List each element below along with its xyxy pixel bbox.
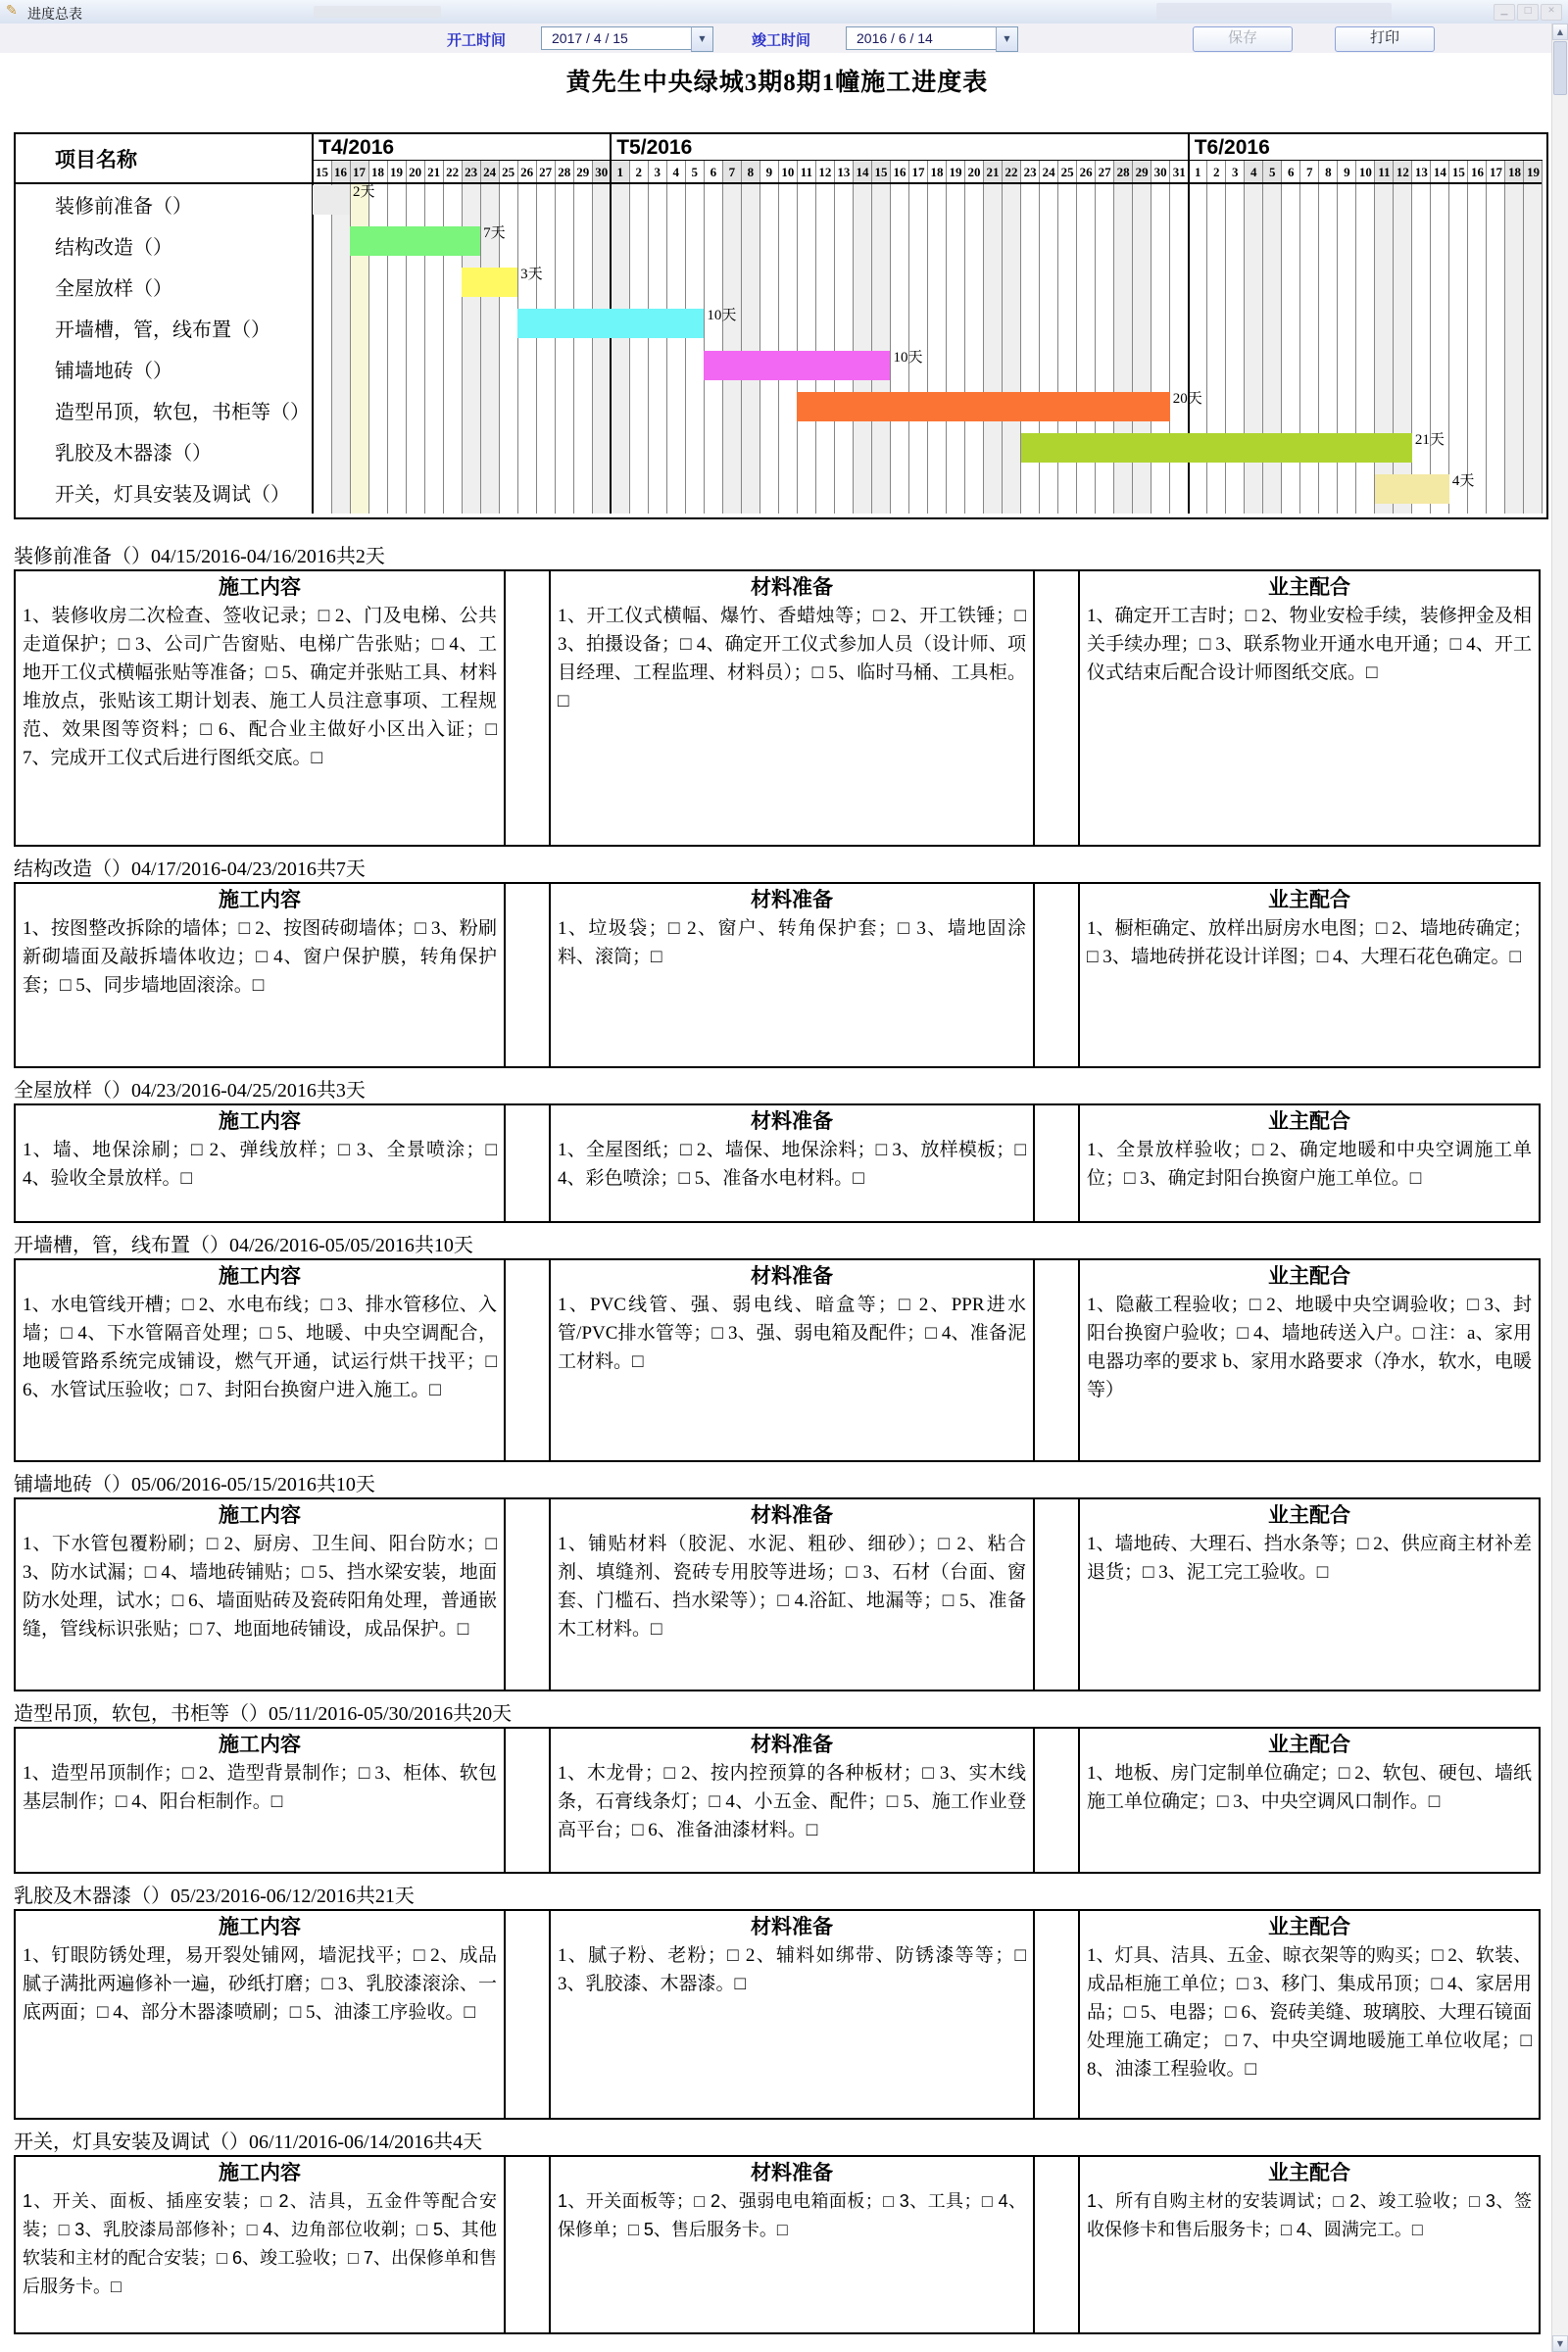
weekend-shade bbox=[741, 183, 760, 514]
day-cell: 29 bbox=[1133, 161, 1152, 183]
weekend-shade bbox=[1133, 183, 1152, 514]
end-date-dropdown-icon[interactable]: ▼ bbox=[996, 26, 1018, 52]
window-ghost-artifact bbox=[314, 6, 441, 18]
bar-duration-label: 4天 bbox=[1451, 472, 1475, 489]
save-button[interactable]: 保存 bbox=[1193, 26, 1293, 52]
section-column bbox=[16, 1105, 504, 1221]
section-table bbox=[14, 1103, 1541, 1223]
day-cell: 16 bbox=[1468, 161, 1487, 183]
day-cell: 23 bbox=[1021, 161, 1040, 183]
section-column-body: 1、橱柜确定、放样出厨房水电图；□ 2、墙地砖确定；□ 3、墙地砖拼花设计详图；□ 4、大理石花色确定。□ bbox=[1087, 918, 1532, 967]
task-row-label: 造型吊顶，软包，书柜等（） bbox=[55, 402, 310, 424]
day-cell: 15 bbox=[1449, 161, 1468, 183]
gap-cell bbox=[504, 2157, 551, 2332]
day-cell: 30 bbox=[1152, 161, 1170, 183]
weekend-shade bbox=[1003, 183, 1021, 514]
grid-line bbox=[443, 161, 444, 514]
day-cell: 10 bbox=[1356, 161, 1375, 183]
gantt-bar[interactable] bbox=[704, 351, 890, 380]
month-header: T6/2016 bbox=[1194, 135, 1270, 159]
phase-detail-sections bbox=[14, 519, 1541, 2334]
section-table bbox=[14, 882, 1541, 1068]
day-cell: 4 bbox=[1245, 161, 1263, 183]
section-table bbox=[14, 569, 1541, 847]
day-cell: 20 bbox=[406, 161, 424, 183]
day-cell: 2 bbox=[629, 161, 648, 183]
section-column-heading: 施工内容 bbox=[219, 1733, 301, 1756]
section-column bbox=[551, 1499, 1033, 1690]
weekend-shade bbox=[331, 183, 350, 514]
day-cell: 11 bbox=[1375, 161, 1394, 183]
gap-cell bbox=[1033, 884, 1080, 1066]
section-column bbox=[551, 2157, 1033, 2332]
day-cell: 25 bbox=[1058, 161, 1077, 183]
page-title: 黄先生中央绿城3期8期1幢施工进度表 bbox=[565, 70, 989, 96]
grid-line bbox=[1504, 161, 1505, 514]
gap-cell bbox=[504, 1105, 551, 1221]
grid-line bbox=[815, 161, 816, 514]
scroll-down-icon[interactable]: ▼ bbox=[1552, 2335, 1568, 2352]
section-column bbox=[551, 1729, 1033, 1872]
section-column-body: 1、垃圾袋；□ 2、窗户、转角保护套；□ 3、墙地固涂料、滚筒；□ bbox=[558, 918, 1026, 967]
section-column bbox=[16, 1499, 504, 1690]
day-cell: 6 bbox=[704, 161, 722, 183]
end-date-label: 竣工时间 bbox=[752, 32, 811, 49]
day-cell: 3 bbox=[648, 161, 666, 183]
section bbox=[14, 540, 1541, 847]
section-column-heading: 业主配合 bbox=[1268, 1915, 1350, 1938]
day-cell: 7 bbox=[722, 161, 741, 183]
section-title: 全屋放样（）04/23/2016-04/25/2016共3天 bbox=[14, 1080, 366, 1102]
section-table bbox=[14, 1727, 1541, 1874]
end-date-input[interactable]: 2016 / 6 / 14 bbox=[846, 26, 1007, 50]
gap-cell bbox=[1033, 1499, 1080, 1690]
day-cell: 15 bbox=[871, 161, 890, 183]
day-cell: 3 bbox=[1226, 161, 1245, 183]
day-cell: 16 bbox=[890, 161, 908, 183]
section-column-heading: 材料准备 bbox=[751, 575, 833, 599]
section-column-body: 1、确定开工吉时；□ 2、物业安检手续，装修押金及相关手续办理；□ 3、联系物业开通水电开通；□ 4、开工仪式结束后配合设计师图纸交底。□ bbox=[1087, 606, 1532, 683]
grid-line bbox=[1523, 161, 1524, 514]
section-column-heading: 业主配合 bbox=[1268, 1733, 1350, 1756]
section-column-body: 1、所有自购主材的安装调试；□ 2、竣工验收；□ 3、签收保修卡和售后服务卡；□ 4、圆满完工。□ bbox=[1087, 2191, 1532, 2239]
section-column-body: 1、灯具、洁具、五金、晾衣架等的购买；□ 2、软装、成品柜施工单位；□ 3、移门、集成吊顶；□ 4、家居用品；□ 5、电器；□ 6、瓷砖美缝、玻璃胶、大理石镜面处理施工确定； □ 7、中央空调地暖施工单位收尾；□ 8、油漆工程验收。□ bbox=[1087, 1945, 1532, 2080]
bar-duration-label: 7天 bbox=[483, 225, 506, 242]
section bbox=[14, 1074, 1541, 1223]
day-cell: 1 bbox=[1189, 161, 1207, 183]
day-cell: 24 bbox=[480, 161, 499, 183]
bar-duration-label: 10天 bbox=[893, 349, 923, 366]
gap-cell bbox=[504, 1729, 551, 1872]
section-table bbox=[14, 1497, 1541, 1691]
day-cell: 23 bbox=[462, 161, 480, 183]
window-titlebar bbox=[0, 0, 1568, 24]
section bbox=[14, 1229, 1541, 1462]
weekend-shade bbox=[984, 183, 1003, 514]
grid-line bbox=[1486, 161, 1487, 514]
section-table bbox=[14, 1258, 1541, 1462]
day-cell: 17 bbox=[1487, 161, 1505, 183]
gap-cell bbox=[1033, 2157, 1080, 2332]
day-cell: 20 bbox=[965, 161, 984, 183]
day-cell: 19 bbox=[387, 161, 406, 183]
day-cell: 29 bbox=[573, 161, 592, 183]
day-cell: 6 bbox=[1282, 161, 1300, 183]
weekend-shade bbox=[592, 183, 611, 514]
section-title: 开墙槽，管，线布置（）04/26/2016-05/05/2016共10天 bbox=[14, 1235, 473, 1256]
toolbar bbox=[0, 24, 1568, 53]
section-column bbox=[1080, 1499, 1539, 1690]
weekend-shade bbox=[853, 183, 871, 514]
gantt-bar[interactable] bbox=[1021, 433, 1412, 463]
gantt-chart bbox=[14, 132, 1548, 519]
section-column-heading: 施工内容 bbox=[219, 1264, 301, 1288]
section-column-body: 1、地板、房门定制单位确定；□ 2、软包、硬包、墙纸施工单位确定；□ 3、中央空调风口制作。□ bbox=[1087, 1763, 1532, 1812]
section-column-heading: 材料准备 bbox=[751, 1264, 833, 1288]
day-cell: 27 bbox=[536, 161, 555, 183]
day-cell: 1 bbox=[611, 161, 629, 183]
gap-cell bbox=[504, 1499, 551, 1690]
month-header: T5/2016 bbox=[616, 135, 693, 159]
section-column bbox=[1080, 571, 1539, 845]
gap-cell bbox=[504, 571, 551, 845]
task-row-label: 开关，灯具安装及调试（） bbox=[55, 484, 290, 507]
section-table bbox=[14, 2155, 1541, 2334]
weekend-shade bbox=[1505, 183, 1524, 514]
section-column-body: 1、开工仪式横幅、爆竹、香蜡烛等；□ 2、开工铁锤；□ 3、拍摄设备；□ 4、确定开工仪式参加人员（设计师、项目经理、工程监理、材料员）；□ 5、临时马桶、工具柜。□ bbox=[558, 606, 1026, 711]
start-date-dropdown-icon[interactable]: ▼ bbox=[691, 26, 713, 52]
weekend-shade bbox=[1524, 183, 1543, 514]
gantt-bar[interactable] bbox=[1375, 474, 1449, 504]
section-column bbox=[1080, 1105, 1539, 1221]
grid-line bbox=[1430, 161, 1431, 514]
section-column-body: 1、水电管线开槽；□ 2、水电布线；□ 3、排水管移位、入墙；□ 4、下水管隔音处理；□ 5、地暖、中央空调配合，地暖管路系统完成铺设，燃气开通，试运行烘干找平；□ 6、水管试压验收；□ 7、封阳台换窗户进入施工。□ bbox=[23, 1295, 497, 1400]
day-cell: 18 bbox=[928, 161, 947, 183]
section-column bbox=[1080, 1911, 1539, 2118]
month-header: T4/2016 bbox=[318, 135, 395, 159]
section bbox=[14, 853, 1541, 1068]
section-column bbox=[551, 1105, 1033, 1221]
section-column-heading: 材料准备 bbox=[751, 2161, 833, 2184]
grid-line bbox=[964, 161, 965, 514]
section-title: 铺墙地砖（）05/06/2016-05/15/2016共10天 bbox=[14, 1474, 375, 1495]
section-column-heading: 业主配合 bbox=[1268, 888, 1350, 911]
bar-duration-label: 20天 bbox=[1172, 390, 1202, 407]
gap-cell bbox=[504, 1260, 551, 1460]
day-cell: 15 bbox=[313, 161, 331, 183]
grid-line bbox=[499, 161, 500, 514]
bar-duration-label: 21天 bbox=[1414, 431, 1445, 448]
section-column bbox=[16, 1260, 504, 1460]
grid-line bbox=[927, 161, 928, 514]
bar-duration-label: 10天 bbox=[707, 308, 737, 324]
day-cell: 14 bbox=[1431, 161, 1449, 183]
weekend-shade bbox=[1394, 183, 1412, 514]
day-cell: 30 bbox=[592, 161, 611, 183]
day-cell: 8 bbox=[741, 161, 760, 183]
section-column-heading: 业主配合 bbox=[1268, 575, 1350, 599]
day-cell: 31 bbox=[1170, 161, 1189, 183]
start-date-label: 开工时间 bbox=[447, 32, 507, 49]
bar-duration-label: 2天 bbox=[353, 184, 375, 200]
weekend-shade bbox=[611, 183, 629, 514]
day-cell: 21 bbox=[984, 161, 1003, 183]
day-cell: 16 bbox=[331, 161, 350, 183]
day-cell: 13 bbox=[1412, 161, 1431, 183]
weekend-shade bbox=[1263, 183, 1282, 514]
section-column-heading: 业主配合 bbox=[1268, 1264, 1350, 1288]
day-cell: 22 bbox=[443, 161, 462, 183]
day-cell: 19 bbox=[1524, 161, 1543, 183]
grid-line bbox=[406, 161, 407, 514]
window-ghost-artifact bbox=[1156, 3, 1392, 20]
section-title: 开关，灯具安装及调试（）06/11/2016-06/14/2016共4天 bbox=[14, 2132, 483, 2153]
scrollbar-thumb[interactable] bbox=[1553, 41, 1567, 95]
grid-line bbox=[871, 161, 872, 514]
section-column-heading: 材料准备 bbox=[751, 1733, 833, 1756]
section-column-heading: 材料准备 bbox=[751, 888, 833, 911]
weekend-shade bbox=[1245, 183, 1263, 514]
section-column bbox=[551, 571, 1033, 845]
day-cell: 5 bbox=[685, 161, 704, 183]
section-column-body: 1、造型吊顶制作；□ 2、造型背景制作；□ 3、柜体、软包基层制作；□ 4、阳台柜制作。□ bbox=[23, 1763, 497, 1812]
day-cell: 24 bbox=[1040, 161, 1058, 183]
section-column bbox=[1080, 2157, 1539, 2332]
day-cell: 19 bbox=[947, 161, 965, 183]
weekend-shade bbox=[1375, 183, 1394, 514]
day-cell: 25 bbox=[499, 161, 517, 183]
section-column-body: 1、铺贴材料（胶泥、水泥、粗砂、细砂）；□ 2、粘合剂、填缝剂、瓷砖专用胶等进场；□ 3、石材（台面、窗套、门槛石、挡水梁等）；□ 4.浴缸、地漏等；□ 5、准备木工材料。□ bbox=[558, 1534, 1026, 1640]
section-column-heading: 业主配合 bbox=[1268, 1109, 1350, 1133]
day-cell: 8 bbox=[1319, 161, 1338, 183]
close-icon[interactable]: ✕ bbox=[1541, 4, 1562, 21]
section-column-heading: 施工内容 bbox=[219, 1503, 301, 1527]
print-button[interactable]: 打印 bbox=[1335, 26, 1435, 52]
gantt-bar[interactable] bbox=[313, 185, 350, 215]
day-cell: 4 bbox=[666, 161, 685, 183]
grid-line bbox=[1002, 161, 1003, 514]
grid-line bbox=[946, 161, 947, 514]
section-column bbox=[16, 2157, 504, 2332]
day-cell: 12 bbox=[815, 161, 834, 183]
section-column-body: 1、开关面板等；□ 2、强弱电电箱面板；□ 3、工具；□ 4、保修单；□ 5、售后服务卡。□ bbox=[558, 2191, 1026, 2239]
task-row-label: 开墙槽，管，线布置（） bbox=[55, 318, 270, 341]
gap-cell bbox=[1033, 1260, 1080, 1460]
section-column-heading: 业主配合 bbox=[1268, 2161, 1350, 2184]
section-column bbox=[551, 884, 1033, 1066]
gap-cell bbox=[1033, 571, 1080, 845]
project-name-header: 项目名称 bbox=[55, 148, 137, 172]
start-date-input[interactable]: 2017 / 4 / 15 bbox=[541, 26, 703, 50]
window-title: 进度总表 bbox=[27, 6, 82, 22]
day-cell: 18 bbox=[368, 161, 387, 183]
gantt-bar[interactable] bbox=[350, 226, 480, 256]
gantt-bar[interactable] bbox=[517, 309, 704, 338]
day-cell: 28 bbox=[1114, 161, 1133, 183]
day-cell: 21 bbox=[424, 161, 443, 183]
section-column-body: 1、按图整改拆除的墙体；□ 2、按图砖砌墙体；□ 3、粉刷新砌墙面及敲拆墙体收边；□ 4、窗户保护膜，转角保护套；□ 5、同步墙地固滚涂。□ bbox=[23, 918, 497, 996]
grid-line bbox=[480, 161, 481, 514]
section-column-body: 1、钉眼防锈处理，易开裂处铺网，墙泥找平；□ 2、成品腻子满批两遍修补一遍，砂纸打磨；□ 3、乳胶漆滚涂、一底两面；□ 4、部分木器漆喷刷；□ 5、油漆工序验收。□ bbox=[23, 1945, 497, 2023]
grid-line bbox=[778, 161, 779, 514]
section-column-body: 1、装修收房二次检查、签收记录；□ 2、门及电梯、公共走道保护；□ 3、公司广告窗贴、电梯广告张贴；□ 4、工地开工仪式横幅张贴等准备；□ 5、确定并张贴工具、材料堆放点，张贴该工期计划表、施工人员注意事项、工程规范、效果图等资料；□ 6、配合业主做好小区出入证；□ 7、完成开工仪式后进行图纸交底。□ bbox=[23, 606, 497, 768]
section-column-heading: 施工内容 bbox=[219, 1915, 301, 1938]
task-row-label: 全屋放样（） bbox=[55, 277, 172, 300]
section-column-heading: 材料准备 bbox=[751, 1503, 833, 1527]
section-column bbox=[551, 1260, 1033, 1460]
section-column-body: 1、PVC线管、强、弱电线、暗盒等；□ 2、PPR进水管/PVC排水管等；□ 3、强、弱电箱及配件；□ 4、准备泥工材料。□ bbox=[558, 1295, 1026, 1372]
grid-line bbox=[1467, 161, 1468, 514]
section-column-heading: 施工内容 bbox=[219, 1109, 301, 1133]
grid-line bbox=[834, 161, 835, 514]
day-cell: 5 bbox=[1263, 161, 1282, 183]
task-row-label: 乳胶及木器漆（） bbox=[55, 443, 212, 466]
gap-cell bbox=[1033, 1729, 1080, 1872]
section bbox=[14, 1880, 1541, 2120]
section-column-heading: 业主配合 bbox=[1268, 1503, 1350, 1527]
section-column-heading: 施工内容 bbox=[219, 2161, 301, 2184]
day-cell: 13 bbox=[834, 161, 853, 183]
day-cell: 7 bbox=[1300, 161, 1319, 183]
day-cell: 2 bbox=[1207, 161, 1226, 183]
section-column bbox=[16, 1729, 504, 1872]
section bbox=[14, 1468, 1541, 1691]
grid-line bbox=[890, 161, 891, 514]
section-title: 造型吊顶，软包，书柜等（）05/11/2016-05/30/2016共20天 bbox=[14, 1703, 513, 1725]
grid-line bbox=[722, 161, 723, 514]
section-title: 装修前准备（）04/15/2016-04/16/2016共2天 bbox=[14, 546, 385, 567]
grid-line bbox=[741, 161, 742, 514]
grid-line bbox=[908, 161, 909, 514]
section-column bbox=[1080, 1260, 1539, 1460]
section-column-body: 1、全景放样验收；□ 2、确定地暖和中央空调施工单位；□ 3、确定封阳台换窗户施工单位。□ bbox=[1087, 1140, 1532, 1189]
section-column-body: 1、墙、地保涂刷；□ 2、弹线放样；□ 3、全景喷涂；□ 4、验收全景放样。□ bbox=[23, 1140, 497, 1189]
task-row-label: 结构改造（） bbox=[55, 236, 172, 259]
grid-line bbox=[424, 161, 425, 514]
grid-line bbox=[853, 161, 854, 514]
weekend-shade bbox=[722, 183, 741, 514]
weekend-shade bbox=[871, 183, 890, 514]
vertical-scrollbar[interactable] bbox=[1551, 24, 1568, 2352]
section-column bbox=[1080, 884, 1539, 1066]
section-column-body: 1、开关、面板、插座安装；□ 2、洁具，五金件等配合安装；□ 3、乳胶漆局部修补；□ 4、边角部位收剃；□ 5、其他软装和主材的配合安装；□ 6、竣工验收；□ 7、出保修单和售后服务卡。□ bbox=[23, 2191, 497, 2296]
scroll-up-icon[interactable]: ▲ bbox=[1552, 24, 1568, 40]
day-cell: 9 bbox=[1338, 161, 1356, 183]
section-column-body: 1、腻子粉、老粉；□ 2、辅料如绑带、防锈漆等等；□ 3、乳胶漆、木器漆。□ bbox=[558, 1945, 1026, 1994]
task-row-label: 装修前准备（） bbox=[55, 195, 192, 218]
grid-line bbox=[368, 161, 369, 514]
section-column-heading: 施工内容 bbox=[219, 888, 301, 911]
grid-line bbox=[983, 161, 984, 514]
section-column-heading: 材料准备 bbox=[751, 1109, 833, 1133]
day-cell: 9 bbox=[760, 161, 778, 183]
section-column-heading: 施工内容 bbox=[219, 575, 301, 599]
day-cell: 18 bbox=[1505, 161, 1524, 183]
section-table bbox=[14, 1909, 1541, 2120]
grid-line bbox=[313, 160, 1543, 161]
day-cell: 12 bbox=[1394, 161, 1412, 183]
section-title: 结构改造（）04/17/2016-04/23/2016共7天 bbox=[14, 858, 366, 880]
day-cell: 17 bbox=[350, 161, 368, 183]
gap-cell bbox=[504, 884, 551, 1066]
maximize-icon[interactable]: □ bbox=[1517, 4, 1539, 21]
minimize-icon[interactable]: ▁ bbox=[1494, 4, 1515, 21]
section bbox=[14, 1697, 1541, 1874]
bar-duration-label: 3天 bbox=[520, 267, 543, 283]
section-column-body: 1、墙地砖、大理石、挡水条等；□ 2、供应商主材补差退货；□ 3、泥工完工验收。□ bbox=[1087, 1534, 1532, 1583]
section-column bbox=[16, 571, 504, 845]
grid-line bbox=[1542, 161, 1543, 514]
day-cell: 22 bbox=[1003, 161, 1021, 183]
gap-cell bbox=[1033, 1911, 1080, 2118]
section-column-body: 1、下水管包覆粉刷；□ 2、厨房、卫生间、阳台防水；□ 3、防水试漏；□ 4、墙地砖铺贴；□ 5、挡水梁安装，地面防水处理，试水；□ 6、墙面贴砖及瓷砖阳角处理，普通嵌缝，管线标识张贴；□ 7、地面地砖铺设，成品保护。□ bbox=[23, 1534, 497, 1640]
section-title: 乳胶及木器漆（）05/23/2016-06/12/2016共21天 bbox=[14, 1886, 415, 1907]
section-column-body: 1、全屋图纸；□ 2、墙保、地保涂料；□ 3、放样模板；□ 4、彩色喷涂；□ 5、准备水电材料。□ bbox=[558, 1140, 1026, 1189]
grid-line bbox=[462, 161, 463, 514]
section-column bbox=[1080, 1729, 1539, 1872]
gantt-bar[interactable] bbox=[462, 268, 517, 297]
gantt-bar[interactable] bbox=[797, 392, 1169, 421]
day-cell: 26 bbox=[1077, 161, 1096, 183]
task-row-label: 铺墙地砖（） bbox=[55, 361, 172, 383]
section-column-body: 1、木龙骨；□ 2、按内控预算的各种板材；□ 3、实木线条，石膏线条灯；□ 4、小五金、配件；□ 5、施工作业登高平台；□ 6、准备油漆材料。□ bbox=[558, 1763, 1026, 1840]
grid-line bbox=[1448, 161, 1449, 514]
section-column bbox=[16, 884, 504, 1066]
day-cell: 26 bbox=[517, 161, 536, 183]
section bbox=[14, 2126, 1541, 2334]
gap-cell bbox=[504, 1911, 551, 2118]
section-column-heading: 材料准备 bbox=[751, 1915, 833, 1938]
section-column-body: 1、隐蔽工程验收；□ 2、地暖中央空调验收；□ 3、封阳台换窗户验收；□ 4、墙地砖送入户。□ 注：a、家用电器功率的要求 b、家用水路要求（净水，软水，电暖等） bbox=[1087, 1295, 1532, 1400]
section-column bbox=[16, 1911, 504, 2118]
grid-line bbox=[387, 161, 388, 514]
day-cell: 28 bbox=[555, 161, 573, 183]
app-pen-icon: ✎ bbox=[6, 3, 18, 19]
day-cell: 10 bbox=[778, 161, 797, 183]
day-cell: 17 bbox=[908, 161, 927, 183]
weekend-shade bbox=[1114, 183, 1133, 514]
grid-line bbox=[797, 161, 798, 514]
day-cell: 11 bbox=[797, 161, 815, 183]
section-column bbox=[551, 1911, 1033, 2118]
gap-cell bbox=[1033, 1105, 1080, 1221]
day-cell: 27 bbox=[1096, 161, 1114, 183]
day-cell: 14 bbox=[853, 161, 871, 183]
